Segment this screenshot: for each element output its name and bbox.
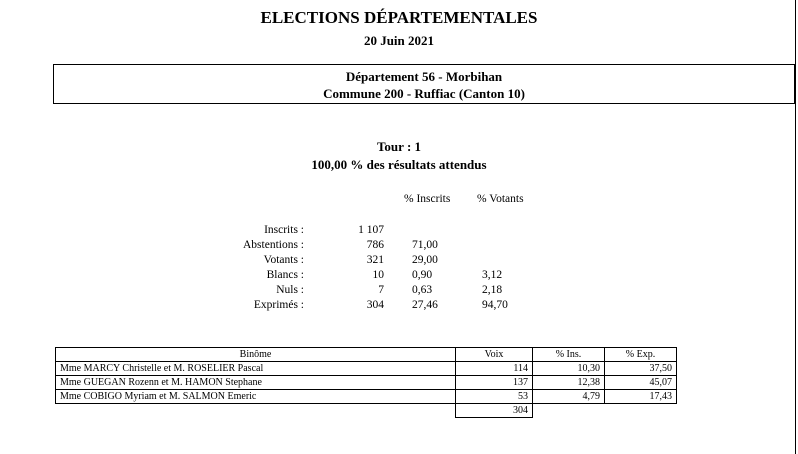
cell-pct-exp: 17,43: [605, 390, 677, 404]
stat-row-exprimes: [0, 298, 600, 312]
commune-label: Commune 200 - Ruffiac (Canton 10): [323, 86, 525, 101]
cell-voix: 114: [456, 362, 533, 376]
stat-row-nuls: [0, 283, 600, 297]
results-header-row: [56, 348, 677, 362]
table-row: [56, 390, 677, 404]
cell-pct-ins: 10,30: [533, 362, 605, 376]
cell-voix: 53: [456, 390, 533, 404]
stat-row-blancs: [0, 268, 600, 282]
stat-pct-inscrits: 0,90: [412, 269, 433, 281]
col-header-pct-inscrits: % Inscrits: [404, 193, 451, 205]
cell-pct-exp: 45,07: [605, 376, 677, 390]
table-row: [56, 376, 677, 390]
header-pct-ins: % Ins.: [533, 348, 605, 362]
stat-value: 7: [378, 284, 384, 296]
stat-label: Abstentions :: [242, 239, 304, 251]
col-header-pct-votants: % Votants: [477, 193, 524, 205]
stat-pct-inscrits: 71,00: [412, 239, 438, 251]
cell-pct-exp: 37,50: [605, 362, 677, 376]
stat-value: 10: [372, 269, 384, 281]
results-progress: 100,00 % des résultats attendus: [311, 157, 487, 172]
stat-pct-votants: 94,70: [482, 299, 508, 311]
header-binome: Binôme: [56, 348, 456, 362]
cell-pct-ins: 12,38: [533, 376, 605, 390]
stat-pct-inscrits: 29,00: [412, 254, 438, 266]
stat-label: Inscrits :: [264, 224, 304, 236]
stat-row-inscrits: [0, 223, 600, 237]
results-table: [55, 347, 677, 418]
page-edge-rule: [795, 0, 796, 454]
stat-pct-inscrits: 27,46: [412, 299, 438, 311]
total-spacer: [605, 404, 677, 418]
departement-label: Département 56 - Morbihan: [345, 69, 503, 84]
total-spacer: [56, 404, 456, 418]
cell-voix: 137: [456, 376, 533, 390]
stat-label: Nuls :: [276, 284, 304, 296]
stat-row-abstentions: [0, 238, 600, 252]
stat-label: Exprimés :: [253, 299, 304, 311]
stat-label: Votants :: [263, 254, 304, 266]
header-pct-exp: % Exp.: [605, 348, 677, 362]
election-date: 20 Juin 2021: [363, 33, 435, 48]
header-voix: Voix: [456, 348, 533, 362]
page-title: ELECTIONS DÉPARTEMENTALES: [260, 8, 538, 27]
stat-pct-inscrits: 0,63: [412, 284, 433, 296]
cell-binome: Mme MARCY Christelle et M. ROSELIER Pascal: [56, 362, 456, 376]
cell-pct-ins: 4,79: [533, 390, 605, 404]
total-voix: 304: [456, 404, 533, 418]
stat-row-votants: [0, 253, 600, 267]
table-row: [56, 362, 677, 376]
total-spacer: [533, 404, 605, 418]
stat-value: 321: [366, 254, 384, 266]
stat-pct-votants: 3,12: [482, 269, 503, 281]
stat-pct-votants: 2,18: [482, 284, 503, 296]
stat-value: 786: [366, 239, 384, 251]
cell-binome: Mme GUEGAN Rozenn et M. HAMON Stephane: [56, 376, 456, 390]
total-row: [56, 404, 677, 418]
location-box: [53, 64, 795, 104]
stat-value: 304: [366, 299, 384, 311]
stat-value: 1 107: [358, 224, 384, 236]
stat-label: Blancs :: [266, 269, 304, 281]
tour-label: Tour : 1: [376, 139, 422, 154]
cell-binome: Mme COBIGO Myriam et M. SALMON Emeric: [56, 390, 456, 404]
